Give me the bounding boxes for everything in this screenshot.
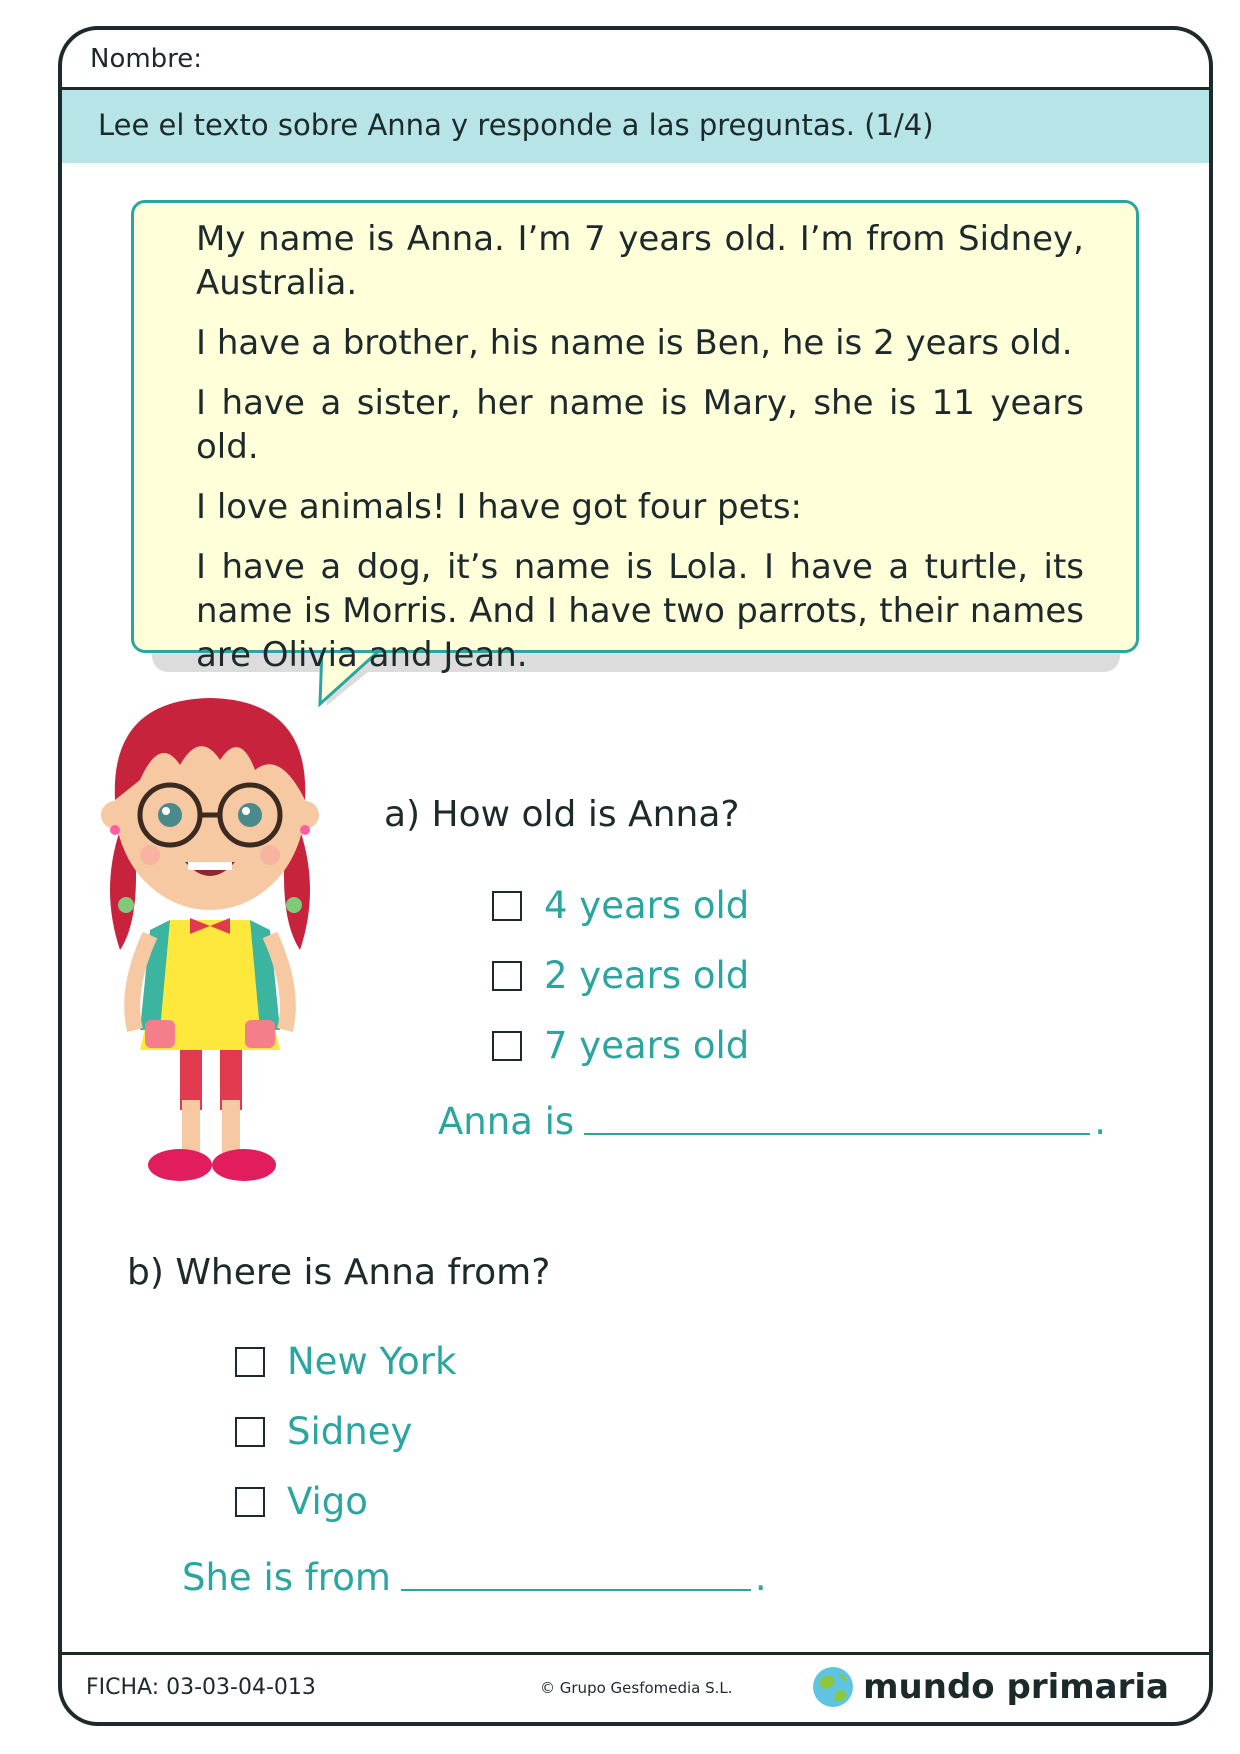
- option-b-1[interactable]: [235, 1340, 456, 1383]
- copyright: © Grupo Gesfomedia S.L.: [540, 1679, 733, 1697]
- option-label: New York: [287, 1340, 457, 1383]
- story-paragraph: I have a brother, his name is Ben, he is 2 years old.: [196, 323, 1073, 363]
- answer-b-suffix: .: [754, 1556, 767, 1599]
- globe-icon: [811, 1665, 855, 1709]
- anna-illustration: [80, 690, 340, 1190]
- checkbox[interactable]: [235, 1487, 265, 1517]
- option-label: Vigo: [287, 1480, 368, 1523]
- instruction-band: [62, 90, 1209, 163]
- footer: [62, 1652, 1209, 1722]
- story-text: [196, 217, 1084, 693]
- ficha-code: FICHA: 03-03-04-013: [86, 1675, 316, 1700]
- option-a-2[interactable]: [492, 954, 749, 997]
- answer-b-blank[interactable]: [401, 1589, 751, 1591]
- mundo-primaria-logo: [811, 1665, 1169, 1709]
- answer-a-prefix: Anna is: [438, 1100, 575, 1143]
- name-row: [62, 30, 1209, 90]
- answer-a-suffix: .: [1094, 1100, 1106, 1143]
- name-label: Nombre:: [90, 44, 203, 74]
- instruction-text: Lee el texto sobre Anna y responde a las preguntas. (1/4): [98, 108, 934, 142]
- option-label: 2 years old: [544, 954, 750, 997]
- option-b-3[interactable]: [235, 1480, 368, 1523]
- story-paragraph: I have a sister, her name is Mary, she is 11 years old.: [196, 383, 1084, 467]
- option-a-3[interactable]: [492, 1024, 749, 1067]
- question-b: b) Where is Anna from?: [127, 1252, 551, 1293]
- story-paragraph: I love animals! I have got four pets:: [196, 487, 803, 527]
- speech-bubble: [131, 200, 1139, 675]
- answer-a: [438, 1100, 1106, 1143]
- option-label: 7 years old: [544, 1024, 750, 1067]
- answer-a-blank[interactable]: [584, 1133, 1090, 1135]
- option-a-1[interactable]: [492, 884, 749, 927]
- option-b-2[interactable]: [235, 1410, 412, 1453]
- logo-text: mundo primaria: [863, 1667, 1169, 1707]
- checkbox[interactable]: [492, 961, 522, 991]
- option-label: 4 years old: [544, 884, 750, 927]
- story-paragraph: My name is Anna. I’m 7 years old. I’m from Sidney, Australia.: [196, 219, 1084, 303]
- answer-b-prefix: She is from: [182, 1556, 391, 1599]
- answer-b: [182, 1556, 767, 1599]
- checkbox[interactable]: [235, 1417, 265, 1447]
- checkbox[interactable]: [492, 891, 522, 921]
- option-label: Sidney: [287, 1410, 413, 1453]
- checkbox[interactable]: [235, 1347, 265, 1377]
- question-a: a) How old is Anna?: [384, 794, 740, 835]
- checkbox[interactable]: [492, 1031, 522, 1061]
- story-paragraph: I have a dog, it’s name is Lola. I have a turtle, its name is Morris. And I have two parrots, their names are Olivia and Jean.: [196, 547, 1084, 675]
